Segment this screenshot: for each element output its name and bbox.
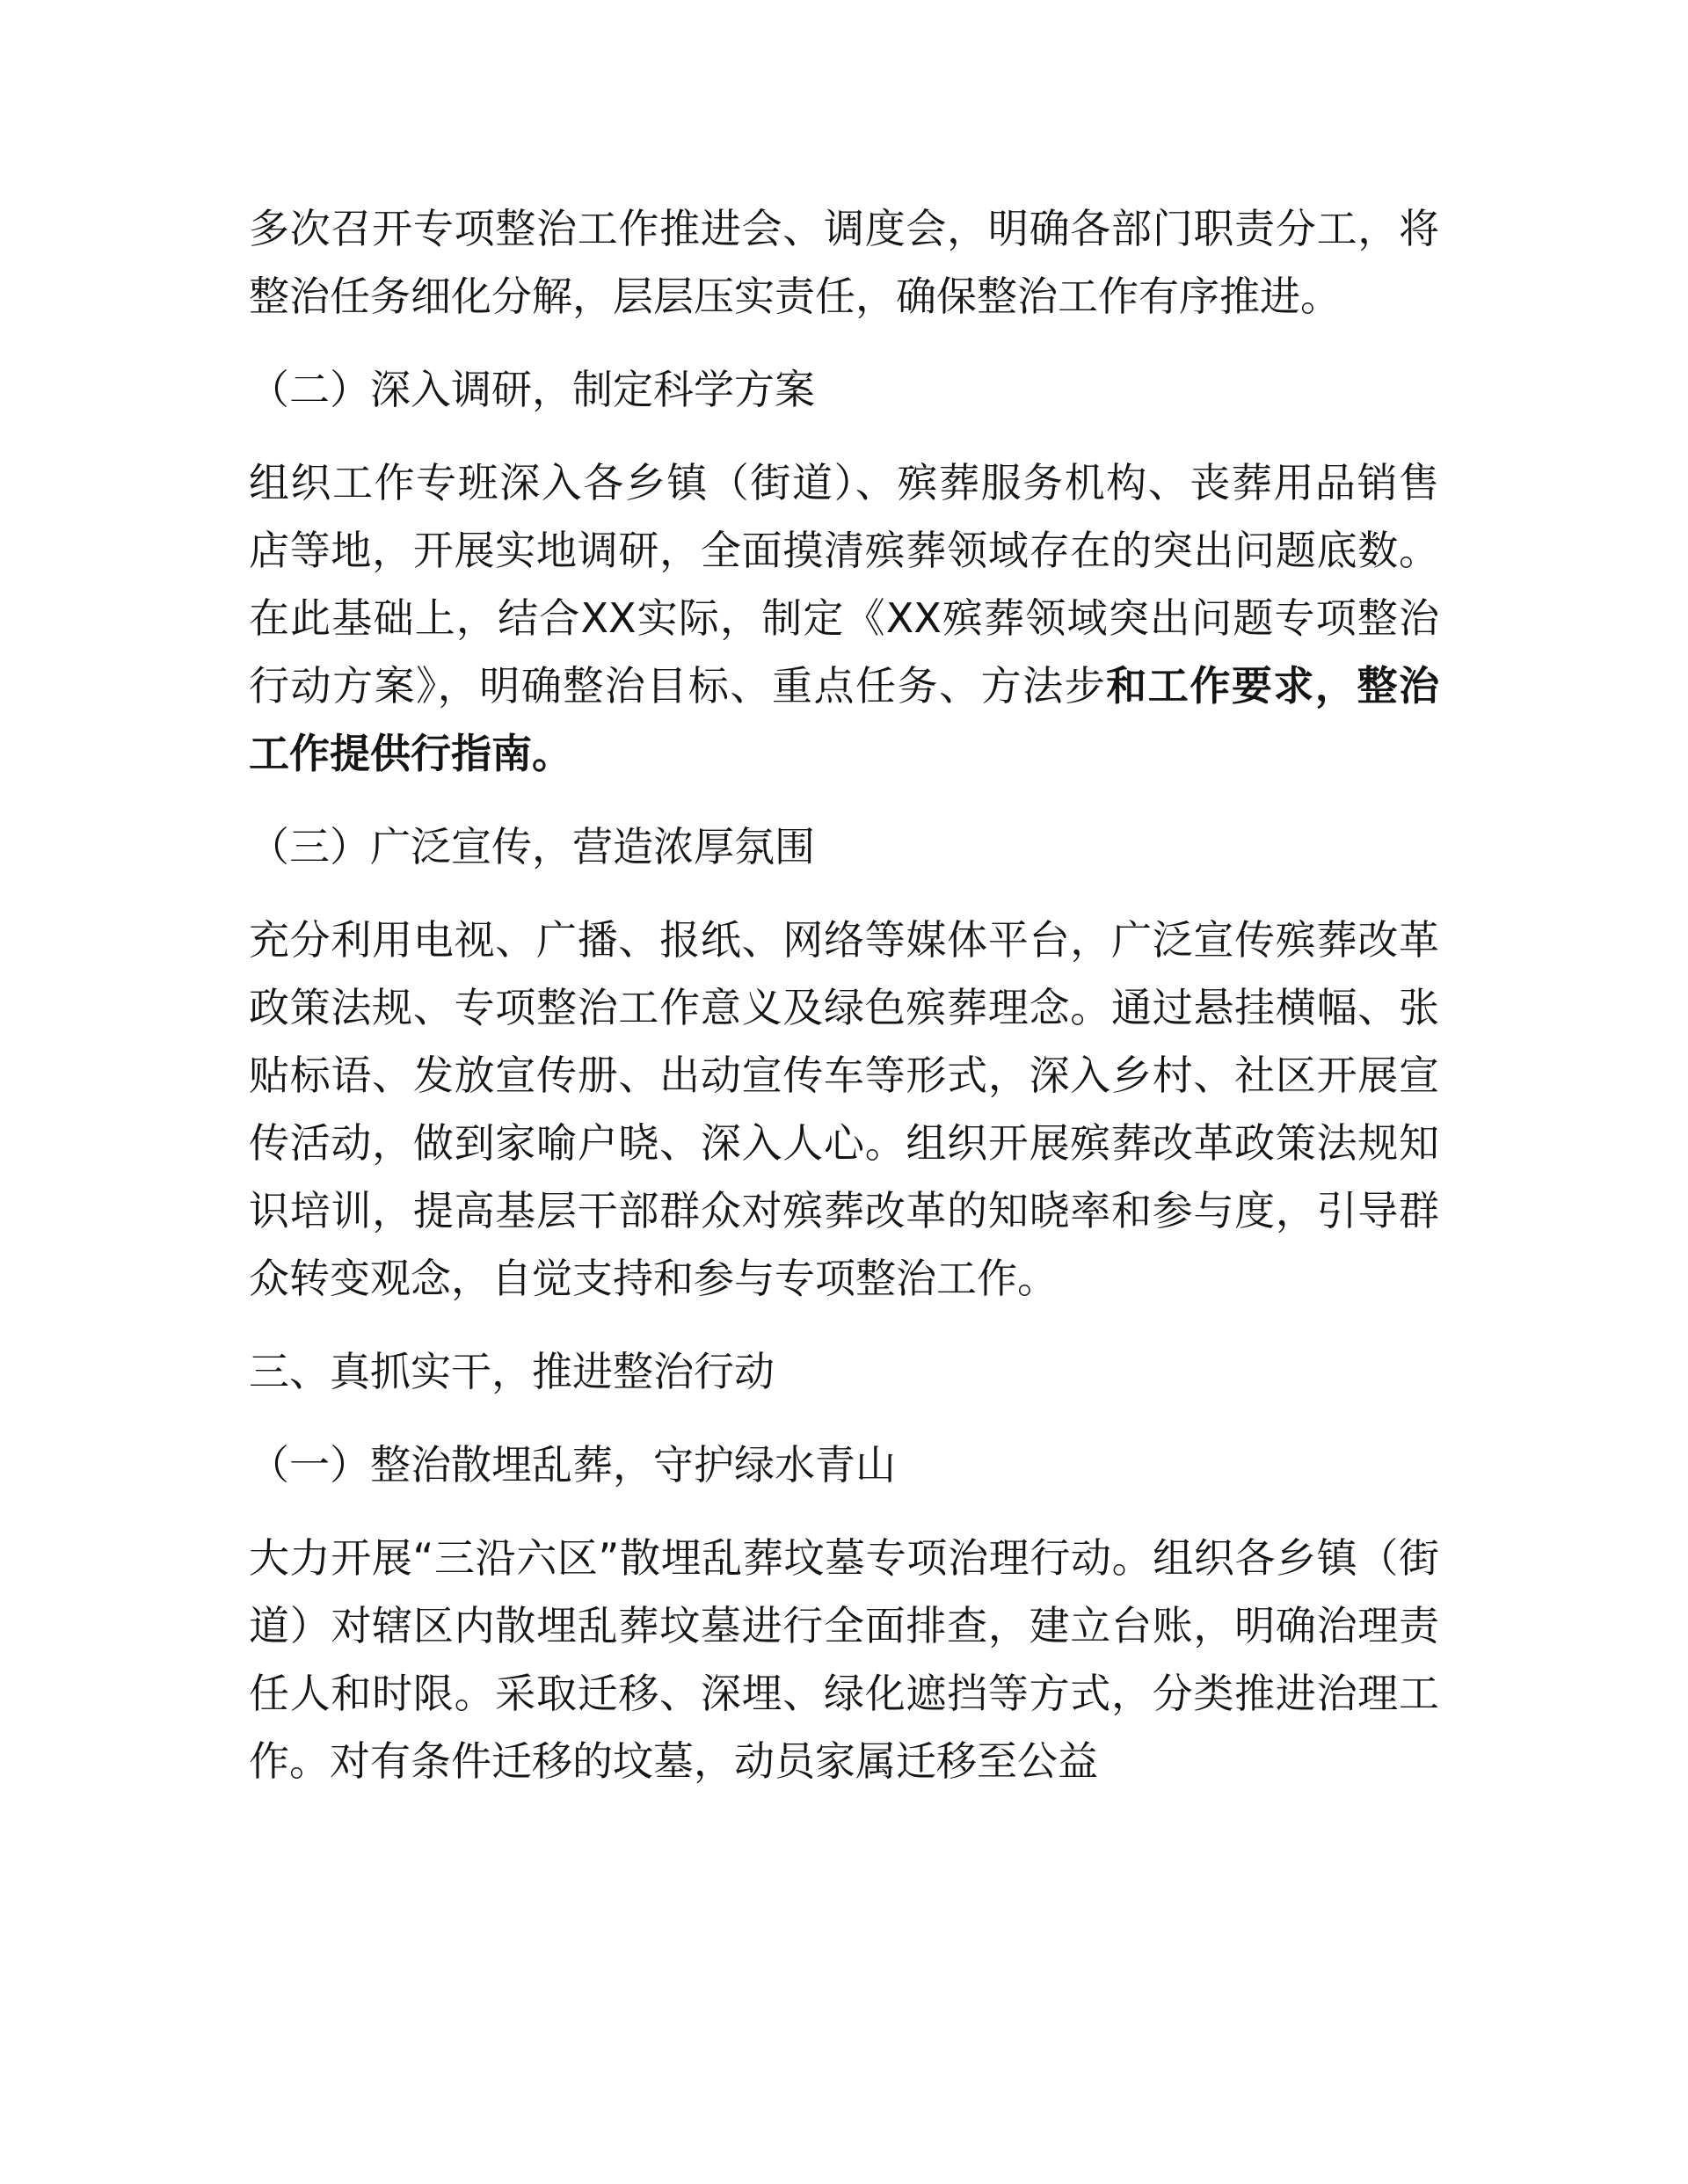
subheading-2: （二）深入调研，制定科学方案 bbox=[249, 366, 815, 413]
document-body bbox=[249, 195, 1439, 1821]
paragraph-4: 大力开展“三沿六区”散埋乱葬坟墓专项治理行动。组织各乡镇（街道）对辖区内散埋乱葬坟墓进行全面排查，建立台账，明确治理责任人和时限。采取迁移、深埋、绿化遮挡等方式，分类推进治理工作。对有条件迁移的坟墓，动员家属迁移至公益 bbox=[249, 1534, 1439, 1785]
paragraph-1: 多次召开专项整治工作推进会、调度会，明确各部门职责分工，将整治任务细化分解，层层压实责任，确保整治工作有序推进。 bbox=[249, 205, 1439, 320]
paragraph-3: 充分利用电视、广播、报纸、网络等媒体平台，广泛宣传殡葬改革政策法规、专项整治工作意义及绿色殡葬理念。通过悬挂横幅、张贴标语、发放宣传册、出动宣传车等形式，深入乡村、社区开展宣传活动，做到家喻户晓、深入人心。组织开展殡葬改革政策法规知识培训，提高基层干部群众对殡葬改革的知晓率和参与度，引导群众转变观念，自觉支持和参与专项整治工作。 bbox=[249, 916, 1439, 1302]
subheading-3: （三）广泛宣传，营造浓厚氛围 bbox=[249, 823, 815, 870]
paragraph-2 bbox=[249, 449, 1439, 788]
paragraph-2-main: 组织工作专班深入各乡镇（街道）、殡葬服务机构、丧葬用品销售店等地，开展实地调研，全面摸清殡葬领域存在的突出问题底数。在此基础上，结合XX实际，制定《XX殡葬领域突出问题专项整治行动方案》，明确整治目标、重点任务、方法步 bbox=[249, 459, 1439, 710]
paragraph-2-tail: 和工作要求，整治工作提供行指南。 bbox=[249, 662, 1440, 777]
section-heading-3: 三、真抓实干，推进整治行动 bbox=[249, 1348, 775, 1395]
subheading-1: （一）整治散埋乱葬，守护绿水青山 bbox=[249, 1441, 896, 1489]
